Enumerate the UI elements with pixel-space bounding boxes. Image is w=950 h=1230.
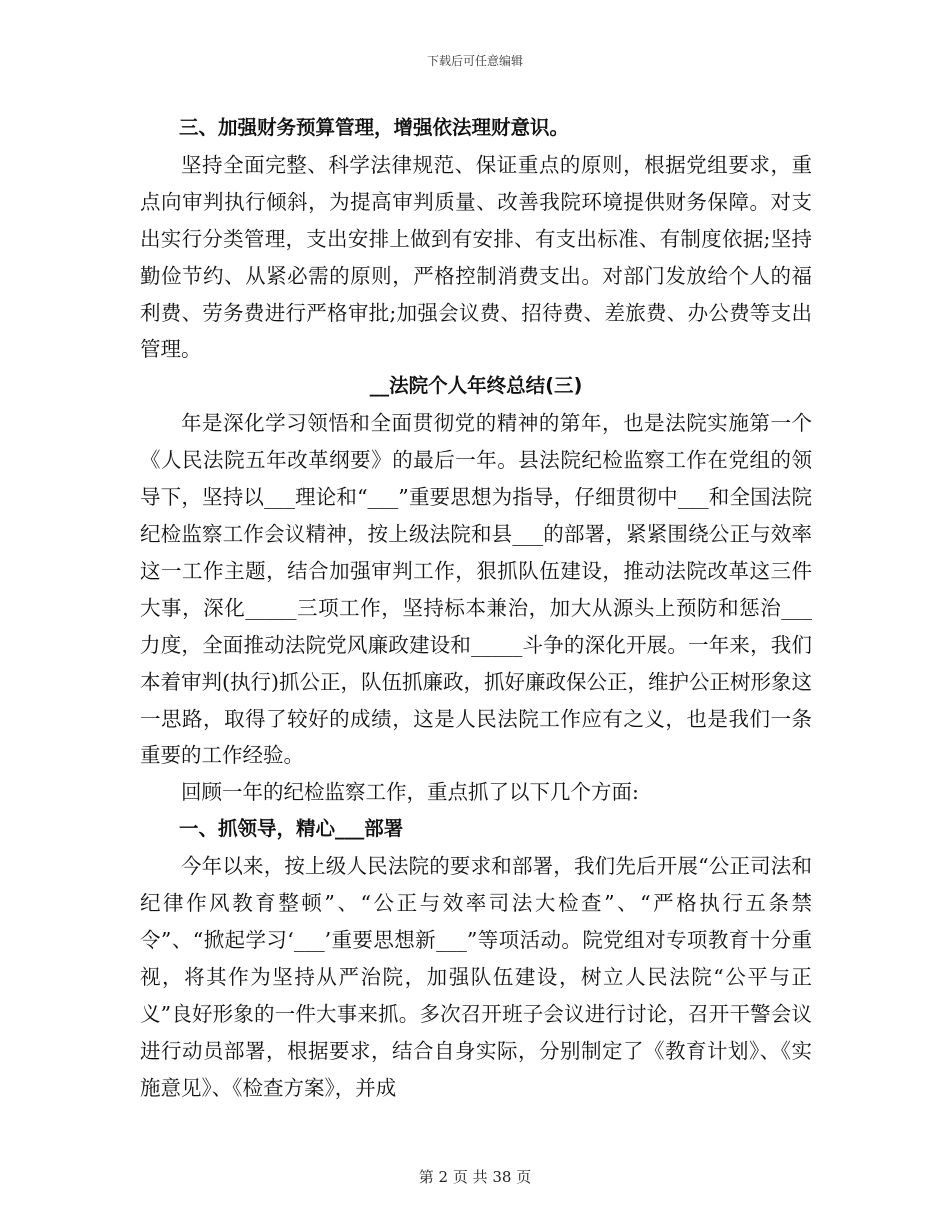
section-heading-1: 一、抓领导，精心___部署 bbox=[179, 817, 404, 841]
section-heading-3: 三、加强财务预算管理，增强依法理财意识。 bbox=[179, 116, 570, 139]
page-number-footer: 第 2 页 共 38 页 bbox=[418, 1168, 532, 1186]
page-header-note: 下载后可任意编辑 bbox=[426, 54, 523, 68]
document-title: __法院个人年终总结(三) bbox=[369, 374, 583, 398]
paragraph-intro: 年是深化学习领悟和全面贯彻党的精神的第年，也是法院实施第一个《人民法院五年改革纲要》的最后一年。县法院纪检监察工作在党组的领导下，坚持以___理论和“___”重要思想为指导，仔细贯彻中___和全国法院纪检监察工作会议精神，按上级法院和县___的部署，紧紧围绕公正与效率这一工作主题，结合加强审判工作，狠抓队伍建设，推动法院改革这三件大事，深化_____三项工作，坚持标本兼治，加大从源头上预防和惩治___力度，全面推动法院党风廉政建设和_____斗争的深化开展。一年来，我们本着审判(执行)抓公正，队伍抓廉政，抓好廉政保公正，维护公正树形象这一思路，取得了较好的成绩，这是人民法院工作应有之义，也是我们一条重要的工作经验。 bbox=[140, 411, 812, 768]
document-body bbox=[140, 110, 812, 1106]
paragraph-activities: 今年以来，按上级人民法院的要求和部署，我们先后开展“公正司法和纪律作风教育整顿”、“公正与效率司法大检查”、“严格执行五条禁令”、“掀起学习‘___’重要思想新___”等项活动。院党组对专项教育十分重视，将其作为坚持从严治院，加强队伍建设，树立人民法院“公平与正义”良好形象的一件大事来抓。多次召开班子会议进行讨论，召开干警会议进行动员部署，根据要求，结合自身实际，分别制定了《教育计划》、《实施意见》、《检查方案》，并成 bbox=[140, 854, 812, 1100]
paragraph-review: 回顾一年的纪检监察工作，重点抓了以下几个方面: bbox=[181, 780, 639, 805]
paragraph-budget: 坚持全面完整、科学法律规范、保证重点的原则，根据党组要求，重点向审判执行倾斜，为提高审判质量、改善我院环境提供财务保障。对支出实行分类管理，支出安排上做到有安排、有支出标准、有制度依据;坚持勤俭节约、从紧必需的原则，严格控制消费支出。对部门发放给个人的福利费、劳务费进行严格审批;加强会议费、招待费、差旅费、办公费等支出管理。 bbox=[140, 152, 812, 362]
